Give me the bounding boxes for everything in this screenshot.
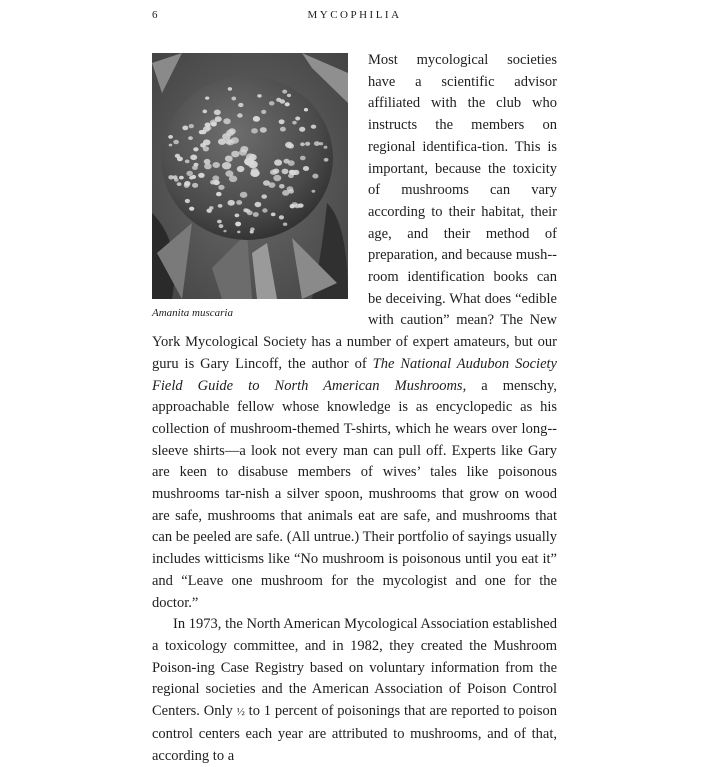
- page-number: 6: [152, 9, 160, 21]
- paragraph-2-text-a: In 1973, the North American Mycological Association established a toxicology committee, and in 1982, they created the Mushroom Poison-ing Case Registry based on voluntary information from the regional societies and the American Association of Poison Control Centers. Only: [152, 616, 557, 720]
- paragraph-2-text-b: to 1 percent of poisonings that are reported to poison control centers each year are attributed to mushrooms, and of that, according to a: [152, 703, 557, 764]
- body-text: [152, 50, 557, 767]
- figure: [152, 50, 348, 320]
- figure-caption: Amanita muscaria: [152, 307, 233, 319]
- fraction-half: ½: [236, 706, 245, 719]
- book-title: The National Audubon Society Field Guide to North American Mushrooms: [152, 355, 557, 394]
- paragraph-1-text-a: Most mycological societies have a scientific advisor affiliated with the club who instructs the members on regional identifica-tion. This is important, because the toxicity of mushrooms can vary according to their habitat, their age, and their method of preparation, and because mush-room identification books can be deceiving. What does “edible with caution” mean? The New York Mycological Society has a number of expert amateurs, but our guru is Gary Lincoff, the author of: [152, 52, 557, 372]
- running-title: MYCOPHILIA: [307, 9, 402, 21]
- mushroom-photo: [152, 53, 348, 299]
- paragraph-1-text-b: , a menschy, approachable fellow whose knowledge is as encyclopedic as his collection of mushroom-themed T-shirts, which he wears over long-sleeve shirts—a look not every man can pull off. Experts like Gary are keen to disabuse members of wives’ tales like poisonous mushrooms tar-nish a silver spoon, mushrooms that grow on wood are safe, mushrooms that animals eat are safe, and mushrooms that can be peeled are safe. (All untrue.) Their portfolio of sayings usually includes witticisms like “No mushroom is poisonous until you eat it” and “Leave one mushroom for the mycologist and one for the doctor.”: [152, 377, 557, 611]
- running-head: [152, 9, 557, 25]
- paragraph-2: [152, 614, 557, 767]
